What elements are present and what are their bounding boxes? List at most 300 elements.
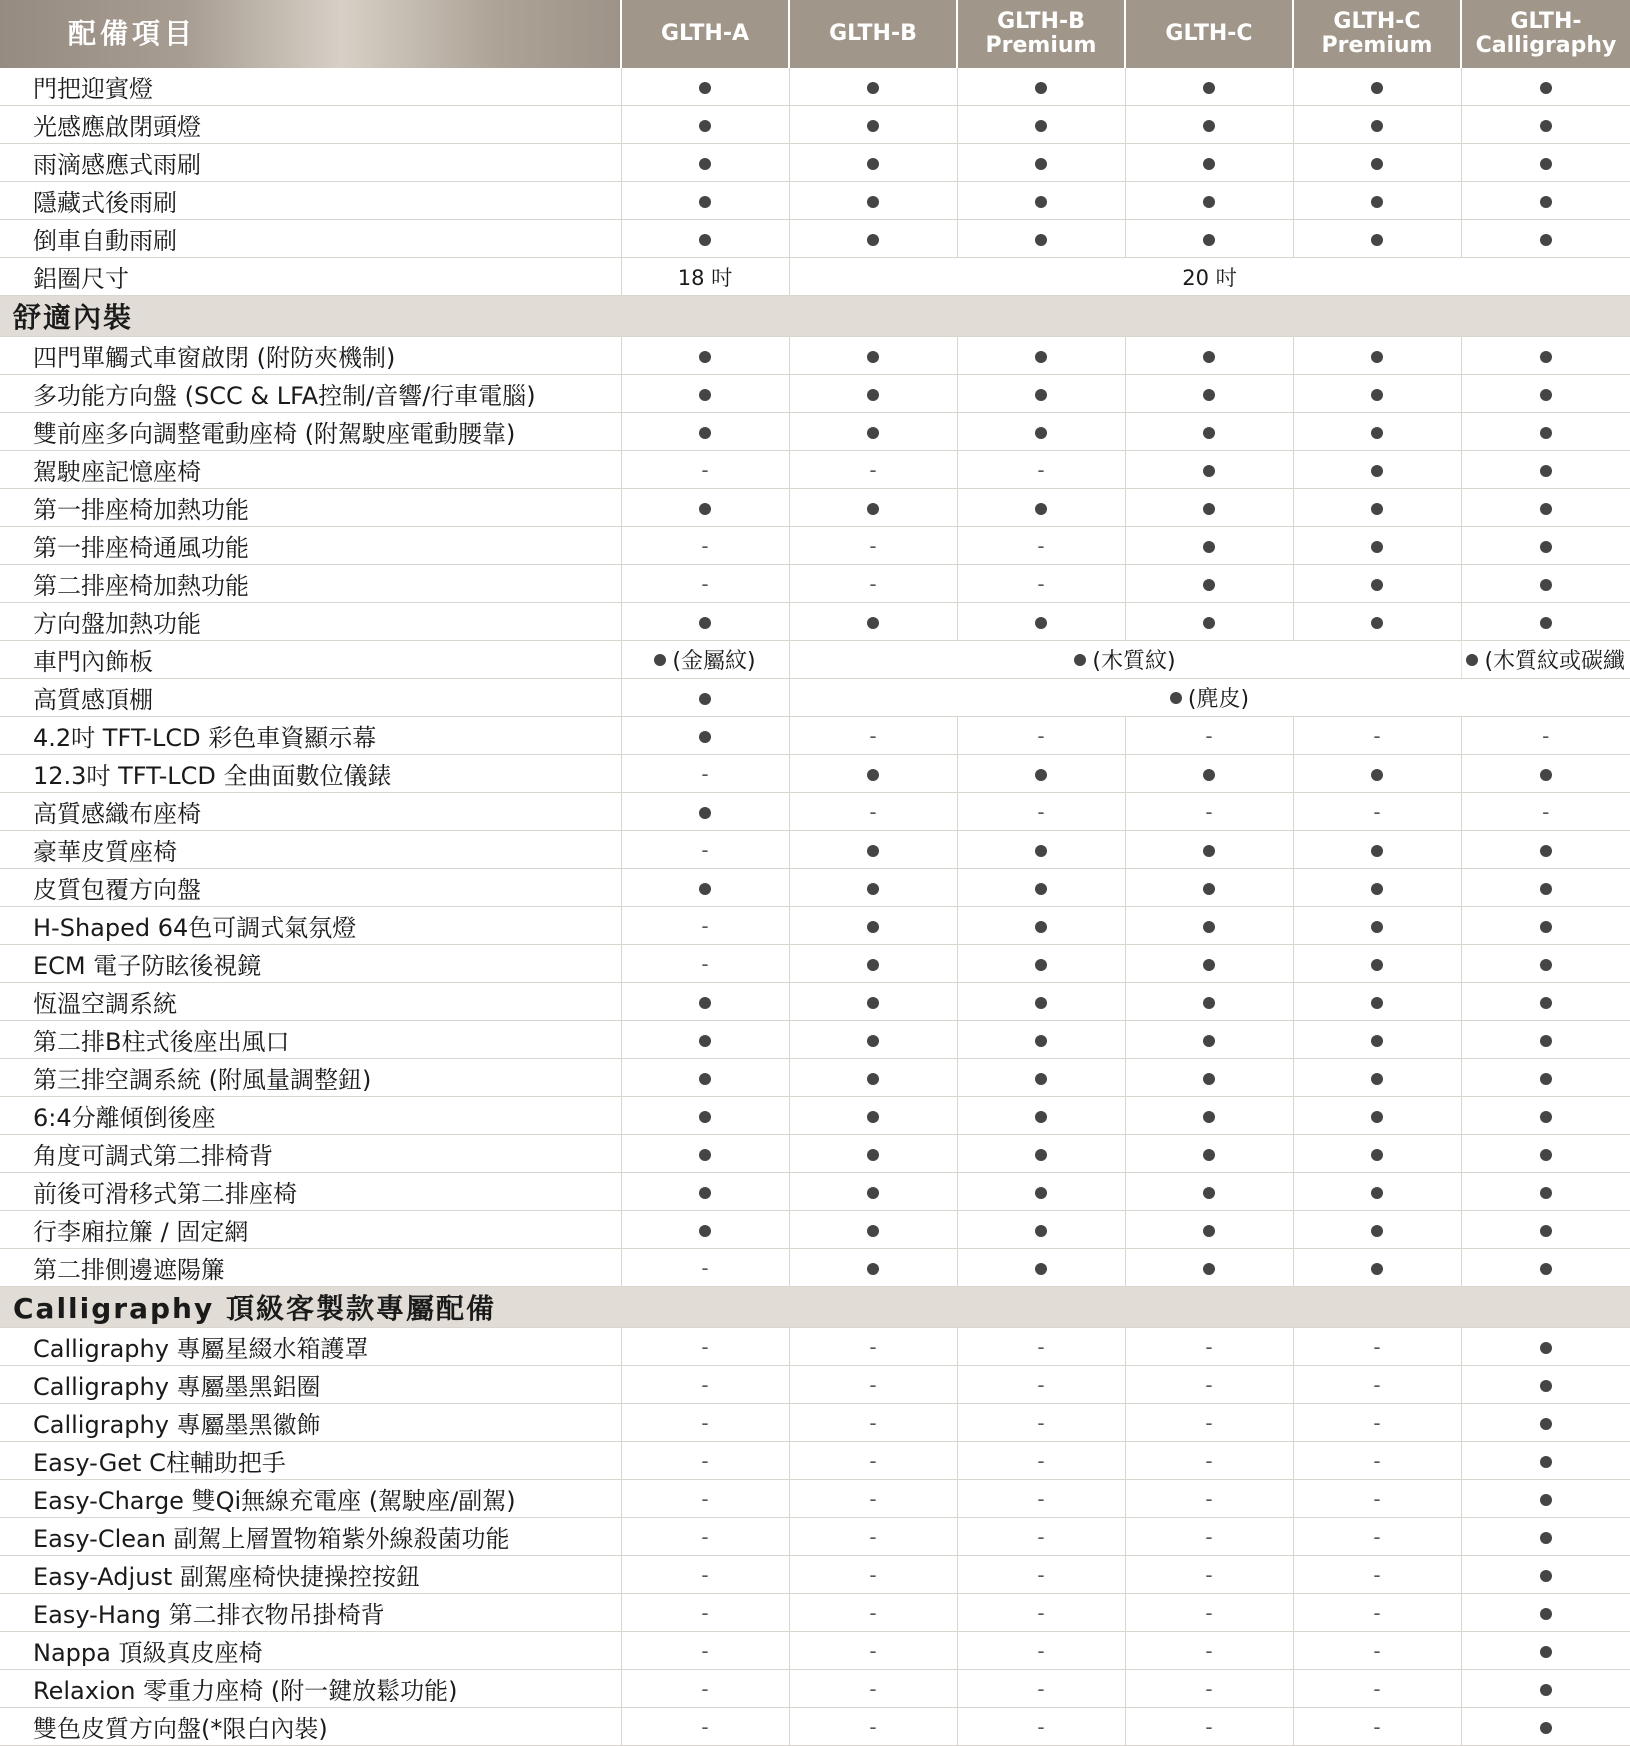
not-available-dash: -: [701, 1372, 709, 1397]
spec-cell: [789, 1366, 957, 1404]
table-row: [0, 565, 1630, 603]
feature-label: 4.2吋 TFT-LCD 彩色車資顯示幕: [0, 717, 621, 755]
spec-cell: [1125, 755, 1293, 793]
spec-cell: [789, 1059, 957, 1097]
spec-cell: [1125, 527, 1293, 565]
spec-cell: [789, 1021, 957, 1059]
included-dot-icon: [1203, 1035, 1215, 1047]
included-dot-icon: [867, 997, 879, 1009]
included-dot-icon: [1540, 1646, 1552, 1658]
not-available-dash: -: [1037, 1524, 1045, 1549]
included-dot-icon: [1540, 465, 1552, 477]
included-dot-icon: [1371, 427, 1383, 439]
included-dot-icon: [1371, 196, 1383, 208]
included-dot-icon: [699, 807, 711, 819]
spec-cell: [789, 413, 957, 451]
spec-cell: [1125, 1670, 1293, 1708]
included-dot-icon: [1371, 769, 1383, 781]
spec-cell: [1461, 755, 1630, 793]
spec-cell: [957, 1366, 1125, 1404]
included-dot-icon: [1035, 1263, 1047, 1275]
spec-cell: [1125, 907, 1293, 945]
not-available-dash: -: [869, 1638, 877, 1663]
spec-cell: [789, 1097, 957, 1135]
spec-cell: [957, 1097, 1125, 1135]
table-row: [0, 603, 1630, 641]
included-dot-icon: [699, 617, 711, 629]
included-dot-icon: [1540, 1149, 1552, 1161]
spec-cell: [621, 527, 789, 565]
included-dot-icon: [699, 234, 711, 246]
table-row: [0, 983, 1630, 1021]
spec-cell: [621, 793, 789, 831]
spec-cell: [1293, 945, 1461, 983]
included-dot-icon: [1035, 883, 1047, 895]
not-available-dash: -: [1205, 1524, 1213, 1549]
spec-cell: [1293, 220, 1461, 258]
spec-cell: [621, 144, 789, 182]
spec-cell: [957, 451, 1125, 489]
spec-cell: [1125, 1518, 1293, 1556]
not-available-dash: -: [1037, 1410, 1045, 1435]
spec-cell: [957, 527, 1125, 565]
spec-cell: [1461, 106, 1630, 144]
spec-cell: [1293, 1480, 1461, 1518]
included-dot-icon: [1540, 1187, 1552, 1199]
included-dot-icon: [867, 845, 879, 857]
feature-label: 倒車自動雨刷: [0, 220, 621, 258]
included-dot-icon: [1035, 769, 1047, 781]
spec-cell: [789, 182, 957, 220]
spec-cell: [1293, 375, 1461, 413]
spec-cell: [957, 68, 1125, 106]
included-dot-icon: [699, 1111, 711, 1123]
cell-note: (金屬紋): [672, 649, 756, 674]
spec-cell: [621, 220, 789, 258]
feature-label: 豪華皮質座椅: [0, 831, 621, 869]
included-dot-icon: [699, 389, 711, 401]
spec-cell: [1293, 1328, 1461, 1366]
table-row: [0, 451, 1630, 489]
spec-cell: [1125, 565, 1293, 603]
trim-label: GLTH-C Premium: [1321, 9, 1433, 58]
spec-cell: [621, 1021, 789, 1059]
included-dot-icon: [1371, 465, 1383, 477]
included-dot-icon: [1371, 617, 1383, 629]
spec-cell: [789, 717, 957, 755]
feature-label: 多功能方向盤 (SCC & LFA控制/音響/行車電腦): [0, 375, 621, 413]
spec-cell: [957, 1021, 1125, 1059]
spec-cell: [621, 679, 789, 717]
table-row: [0, 489, 1630, 527]
not-available-dash: -: [701, 1334, 709, 1359]
not-available-dash: -: [1037, 1448, 1045, 1473]
included-dot-icon: [699, 82, 711, 94]
spec-cell: [621, 983, 789, 1021]
spec-cell: [1461, 1173, 1630, 1211]
not-available-dash: -: [869, 1486, 877, 1511]
included-dot-icon: [1371, 1035, 1383, 1047]
spec-cell: [1461, 1366, 1630, 1404]
included-dot-icon: [699, 1225, 711, 1237]
not-available-dash: -: [1373, 1486, 1381, 1511]
spec-cell: [1293, 1249, 1461, 1287]
spec-cell: [621, 1249, 789, 1287]
spec-cell: [1125, 1708, 1293, 1746]
feature-label: 12.3吋 TFT-LCD 全曲面數位儀錶: [0, 755, 621, 793]
included-dot-icon: [1371, 579, 1383, 591]
not-available-dash: -: [701, 1714, 709, 1739]
spec-cell: [1125, 1059, 1293, 1097]
included-dot-icon: [1540, 1570, 1552, 1582]
included-dot-icon: [867, 921, 879, 933]
spec-cell: [1293, 907, 1461, 945]
spec-cell: [1125, 413, 1293, 451]
included-dot-icon: [654, 654, 666, 666]
spec-cell: [957, 1632, 1125, 1670]
spec-cell: [957, 144, 1125, 182]
feature-label: Easy-Clean 副駕上層置物箱紫外線殺菌功能: [0, 1518, 621, 1556]
spec-cell: [621, 413, 789, 451]
not-available-dash: -: [1205, 723, 1213, 748]
included-dot-icon: [699, 693, 711, 705]
included-dot-icon: [1540, 769, 1552, 781]
spec-cell: [1125, 1442, 1293, 1480]
feature-label: 門把迎賓燈: [0, 68, 621, 106]
included-dot-icon: [1203, 120, 1215, 132]
included-dot-icon: [1371, 959, 1383, 971]
spec-cell: [1293, 793, 1461, 831]
table-row: [0, 220, 1630, 258]
included-dot-icon: [1540, 427, 1552, 439]
feature-label: 第一排座椅加熱功能: [0, 489, 621, 527]
spec-cell: [957, 831, 1125, 869]
section-header-row: [0, 296, 1630, 337]
feature-label: 第二排側邊遮陽簾: [0, 1249, 621, 1287]
spec-cell: [957, 1518, 1125, 1556]
not-available-dash: -: [1542, 799, 1550, 824]
included-dot-icon: [1203, 427, 1215, 439]
spec-cell: [1125, 1097, 1293, 1135]
feature-label: 行李廂拉簾 / 固定網: [0, 1211, 621, 1249]
spec-cell: [789, 1328, 957, 1366]
not-available-dash: -: [1373, 1562, 1381, 1587]
spec-cell: [1293, 1556, 1461, 1594]
included-dot-icon: [1540, 617, 1552, 629]
included-dot-icon: [1540, 234, 1552, 246]
included-dot-icon: [867, 389, 879, 401]
spec-cell: [1125, 68, 1293, 106]
included-dot-icon: [1035, 503, 1047, 515]
feature-label: Easy-Get C柱輔助把手: [0, 1442, 621, 1480]
feature-label: 角度可調式第二排椅背: [0, 1135, 621, 1173]
spec-cell: [621, 603, 789, 641]
spec-cell: [957, 1708, 1125, 1746]
included-dot-icon: [1203, 921, 1215, 933]
spec-cell: [1125, 1135, 1293, 1173]
not-available-dash: -: [1037, 571, 1045, 596]
included-dot-icon: [699, 158, 711, 170]
spec-cell: [1125, 182, 1293, 220]
feature-label: 雙色皮質方向盤(*限白內裝): [0, 1708, 621, 1746]
trim-label: GLTH-B: [829, 21, 917, 46]
spec-cell: [1293, 1135, 1461, 1173]
spec-cell: [1293, 565, 1461, 603]
feature-label: 鋁圈尺寸: [0, 258, 621, 296]
included-dot-icon: [867, 959, 879, 971]
not-available-dash: -: [1205, 1486, 1213, 1511]
trim-header-glth-c-premium: [1293, 0, 1461, 68]
spec-cell: [789, 1442, 957, 1480]
included-dot-icon: [1371, 845, 1383, 857]
table-row: [0, 1249, 1630, 1287]
table-row: [0, 413, 1630, 451]
spec-cell: [957, 337, 1125, 375]
spec-cell: [1125, 106, 1293, 144]
spec-cell: [621, 1518, 789, 1556]
included-dot-icon: [867, 617, 879, 629]
included-dot-icon: [1540, 196, 1552, 208]
feature-label: 第三排空調系統 (附風量調整鈕): [0, 1059, 621, 1097]
included-dot-icon: [1540, 1494, 1552, 1506]
table-row: [0, 375, 1630, 413]
spec-cell: [1461, 68, 1630, 106]
included-dot-icon: [1203, 1111, 1215, 1123]
not-available-dash: -: [869, 1410, 877, 1435]
spec-cell: [1125, 869, 1293, 907]
not-available-dash: -: [1037, 1486, 1045, 1511]
spec-cell: [621, 831, 789, 869]
spec-cell: [789, 1556, 957, 1594]
not-available-dash: -: [701, 1486, 709, 1511]
included-dot-icon: [1540, 883, 1552, 895]
not-available-dash: -: [869, 1524, 877, 1549]
included-dot-icon: [1035, 959, 1047, 971]
spec-cell: [789, 144, 957, 182]
included-dot-icon: [1203, 1263, 1215, 1275]
spec-cell: [1461, 641, 1630, 679]
spec-cell: [1461, 220, 1630, 258]
not-available-dash: -: [1373, 1714, 1381, 1739]
included-dot-icon: [1203, 997, 1215, 1009]
feature-label: 方向盤加熱功能: [0, 603, 621, 641]
included-dot-icon: [1371, 1073, 1383, 1085]
spec-cell: [789, 755, 957, 793]
spec-cell: [789, 451, 957, 489]
spec-cell: [621, 68, 789, 106]
feature-label: 四門單觸式車窗啟閉 (附防夾機制): [0, 337, 621, 375]
not-available-dash: -: [869, 723, 877, 748]
spec-cell: [1293, 413, 1461, 451]
feature-label: Easy-Hang 第二排衣物吊掛椅背: [0, 1594, 621, 1632]
included-dot-icon: [1203, 617, 1215, 629]
not-available-dash: -: [869, 1334, 877, 1359]
table-row: [0, 1518, 1630, 1556]
spec-cell: [1293, 1097, 1461, 1135]
included-dot-icon: [1203, 234, 1215, 246]
included-dot-icon: [1035, 1149, 1047, 1161]
not-available-dash: -: [869, 1448, 877, 1473]
feature-label: 雨滴感應式雨刷: [0, 144, 621, 182]
header-row: [0, 0, 1630, 68]
not-available-dash: -: [701, 1448, 709, 1473]
spec-cell: [1125, 603, 1293, 641]
not-available-dash: -: [701, 1524, 709, 1549]
included-dot-icon: [699, 351, 711, 363]
spec-cell: [621, 1211, 789, 1249]
not-available-dash: -: [1373, 1372, 1381, 1397]
feature-label: 車門內飾板: [0, 641, 621, 679]
spec-cell: [1293, 68, 1461, 106]
spec-cell: [621, 945, 789, 983]
table-row: [0, 258, 1630, 296]
included-dot-icon: [1203, 196, 1215, 208]
table-row: [0, 1708, 1630, 1746]
not-available-dash: -: [701, 1676, 709, 1701]
spec-cell: [789, 1708, 957, 1746]
spec-cell: [621, 1328, 789, 1366]
included-dot-icon: [1540, 1380, 1552, 1392]
spec-cell: [957, 983, 1125, 1021]
included-dot-icon: [1371, 883, 1383, 895]
spec-cell: [1125, 375, 1293, 413]
included-dot-icon: [867, 1111, 879, 1123]
spec-cell: [957, 489, 1125, 527]
included-dot-icon: [1540, 1456, 1552, 1468]
table-row: [0, 1556, 1630, 1594]
not-available-dash: -: [1373, 799, 1381, 824]
included-dot-icon: [1074, 654, 1086, 666]
spec-cell: [1461, 1556, 1630, 1594]
spec-cell: [1125, 144, 1293, 182]
spec-cell: [1125, 337, 1293, 375]
included-dot-icon: [1540, 1684, 1552, 1696]
spec-cell: [1293, 1173, 1461, 1211]
feature-label: ECM 電子防眩後視鏡: [0, 945, 621, 983]
spec-cell: [1461, 1670, 1630, 1708]
spec-cell: [1461, 717, 1630, 755]
not-available-dash: -: [701, 761, 709, 786]
not-available-dash: -: [1037, 1372, 1045, 1397]
included-dot-icon: [1203, 959, 1215, 971]
included-dot-icon: [1371, 158, 1383, 170]
included-dot-icon: [867, 234, 879, 246]
spec-cell: [789, 220, 957, 258]
spec-cell: [1293, 717, 1461, 755]
cell-note: (木質紋): [1092, 649, 1176, 674]
table-row: [0, 945, 1630, 983]
spec-cell: [957, 1594, 1125, 1632]
included-dot-icon: [1203, 158, 1215, 170]
spec-cell: [789, 1211, 957, 1249]
spec-cell: [1293, 182, 1461, 220]
included-dot-icon: [1371, 541, 1383, 553]
included-dot-icon: [1540, 158, 1552, 170]
spec-cell: [789, 489, 957, 527]
spec-cell: [789, 603, 957, 641]
not-available-dash: -: [869, 1372, 877, 1397]
trim-header-glth-c: [1125, 0, 1293, 68]
not-available-dash: -: [701, 913, 709, 938]
spec-cell: [957, 106, 1125, 144]
not-available-dash: -: [701, 457, 709, 482]
spec-cell: [957, 413, 1125, 451]
spec-cell: [789, 1249, 957, 1287]
table-row: [0, 1173, 1630, 1211]
feature-label: 光感應啟閉頭燈: [0, 106, 621, 144]
spec-cell: [957, 603, 1125, 641]
included-dot-icon: [1203, 1149, 1215, 1161]
included-dot-icon: [699, 883, 711, 895]
not-available-dash: -: [1205, 1448, 1213, 1473]
spec-cell: [957, 182, 1125, 220]
not-available-dash: -: [1037, 723, 1045, 748]
trim-label: GLTH- Calligraphy: [1475, 9, 1617, 58]
included-dot-icon: [1035, 120, 1047, 132]
not-available-dash: -: [869, 1714, 877, 1739]
feature-label: 前後可滑移式第二排座椅: [0, 1173, 621, 1211]
included-dot-icon: [1035, 1111, 1047, 1123]
not-available-dash: -: [869, 1600, 877, 1625]
spec-cell: [789, 106, 957, 144]
trim-header-glth-calligraphy: [1461, 0, 1630, 68]
included-dot-icon: [867, 1035, 879, 1047]
included-dot-icon: [1203, 1073, 1215, 1085]
included-dot-icon: [1371, 1263, 1383, 1275]
spec-cell: [1293, 451, 1461, 489]
section-header-row: [0, 1287, 1630, 1328]
included-dot-icon: [1035, 234, 1047, 246]
spec-cell: [621, 1059, 789, 1097]
feature-label: 6:4分離傾倒後座: [0, 1097, 621, 1135]
spec-cell: [957, 793, 1125, 831]
spec-cell: [1461, 489, 1630, 527]
not-available-dash: -: [701, 837, 709, 862]
spec-cell: [789, 945, 957, 983]
included-dot-icon: [867, 1225, 879, 1237]
not-available-dash: -: [701, 1562, 709, 1587]
spec-cell: [621, 717, 789, 755]
spec-cell: [1125, 1594, 1293, 1632]
spec-cell: [1293, 603, 1461, 641]
spec-cell: [957, 945, 1125, 983]
spec-cell: [1293, 1518, 1461, 1556]
spec-cell: [1461, 144, 1630, 182]
included-dot-icon: [1371, 389, 1383, 401]
spec-cell: [1125, 1632, 1293, 1670]
not-available-dash: -: [1205, 1410, 1213, 1435]
not-available-dash: -: [869, 533, 877, 558]
feature-label: Easy-Charge 雙Qi無線充電座 (駕駛座/副駕): [0, 1480, 621, 1518]
spec-cell: [957, 755, 1125, 793]
included-dot-icon: [1035, 1225, 1047, 1237]
included-dot-icon: [1035, 1035, 1047, 1047]
item-column-header: 配備項目: [0, 0, 621, 68]
spec-cell: [1293, 527, 1461, 565]
spec-cell: [1461, 869, 1630, 907]
not-available-dash: -: [1205, 1334, 1213, 1359]
included-dot-icon: [1540, 921, 1552, 933]
included-dot-icon: [699, 196, 711, 208]
spec-cell: [789, 641, 1461, 679]
table-row: [0, 1442, 1630, 1480]
not-available-dash: -: [701, 533, 709, 558]
spec-cell: [1461, 1135, 1630, 1173]
spec-cell: [1293, 869, 1461, 907]
spec-cell: [1125, 831, 1293, 869]
feature-label: Relaxion 零重力座椅 (附一鍵放鬆功能): [0, 1670, 621, 1708]
cell-value: 20 吋: [1182, 265, 1237, 290]
